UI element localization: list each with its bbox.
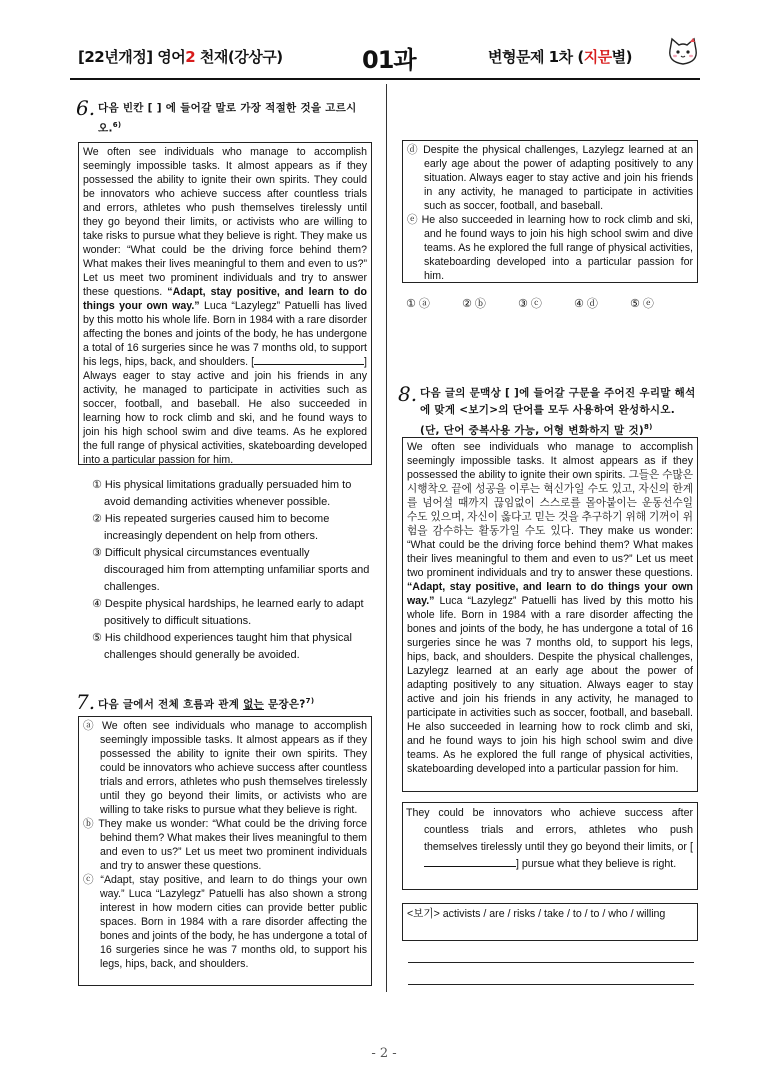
q6-passage: We often see individuals who manage to accomplish seemingly impossible tasks. It almost appears as if they possessed the ability to ignite their own spirits. They could be innovators who achieve success after countless trials and errors, athletes who push themselves tirelessly until they go beyond their limits, or activists who are willing to take risks to pursue what they believe is right. They make us wonder: “What could be the driving force behind them? What makes their lives meaningful to them and even to us?” Let us meet two prominent individuals and try to answer these questions. “Adapt, stay positive, and learn to do things your own way.” Luca “Lazylegz” Patuelli has lived by this motto his whole life. Born in 1984 with a rare disorder affecting the bones and joints of the body, he has undergone a total of 16 surgeries since he was 7 months old, to support his legs, hips, back, and shoulders. [ ] Always eager to stay active and join his friends in any activity, he managed to participate in activities such as soccer, football, and baseball. He also succeeded in learning how to rock climb and ski, and he found ways to join his high school swim and dive teams. As he explored the full range of physical activities, skateboarding developed into a particular passion for him. bbox=[78, 142, 372, 465]
q8-answer-line-2[interactable] bbox=[408, 984, 694, 985]
column-divider bbox=[386, 84, 387, 992]
q7-item-c: ⓒ “Adapt, stay positive, and learn to do things your own way.” Luca “Lazylegz” Patuelli has also shown a strong interest in how modern cities can provide better public spaces. Born in 1984 with a rare disorder affecting the bones and joints of the body, he has undergone a total of 16 surgeries since he was 7 months old, to support his legs, hips, back, and shoulders. bbox=[83, 874, 367, 970]
q7-choices bbox=[406, 296, 696, 313]
q7-number: 7. bbox=[76, 690, 96, 714]
q7-choice-3[interactable]: ③ ⓒ bbox=[518, 298, 542, 310]
cat-mascot-icon bbox=[666, 36, 700, 68]
q7-prompt: 다음 글에서 전체 흐름과 관계 없는 문장은?$^{7)}$ bbox=[98, 697, 315, 711]
q8-number: 8. bbox=[398, 382, 418, 406]
page-number: - 2 - bbox=[371, 1046, 397, 1061]
q6-option-4[interactable]: ④ Despite physical hardships, he learned early to adapt positively to difficult situations. bbox=[92, 598, 364, 627]
header-rule bbox=[70, 78, 700, 80]
q6-number: 6. bbox=[76, 96, 96, 120]
q7-item-a: ⓐ We often see individuals who manage to accomplish seemingly impossible tasks. It almost appears as if they possessed the ability to ignite their own spirits. They could be innovators who achieve success after countless trials and errors, athletes who push themselves tirelessly until they go beyond their limits, or activists who are willing to take risks to pursue what they believe is right. bbox=[83, 720, 367, 816]
q7-choice-4[interactable]: ④ ⓓ bbox=[574, 298, 598, 310]
q7-choice-1[interactable]: ① ⓐ bbox=[406, 298, 430, 310]
lesson-number: 01과 bbox=[362, 46, 416, 74]
q7-passage-part1 bbox=[78, 716, 372, 986]
q6-options bbox=[92, 477, 370, 664]
q8-korean-translation: 그들은 수많은 시행착오 끝에 성공을 이루는 혁신가일 수도 있고, 자신의 한계를 넘어설 때까지 끊임없이 스스로를 몰아붙이는 운동선수일 수도 있으며, 자신이 옳다고 믿는 것을 추구하기 위해 기꺼이 위험을 감수하는 활동가일 수도 있다. bbox=[407, 469, 693, 537]
q8-sentence-box: They could be innovators who achieve success after countless trials and errors, athletes who push themselves tirelessly until they go beyond their limits, or [] pursue what they believe is right. bbox=[402, 802, 698, 890]
q7-item-b: ⓑ They make us wonder: “What could be the driving force behind them? What makes their lives meaningful to them and even to us?” Let us meet two prominent individuals and try to answer these questions. bbox=[83, 818, 367, 872]
q7-choice-2[interactable]: ② ⓑ bbox=[462, 298, 486, 310]
q6-option-2[interactable]: ② His repeated surgeries caused him to become increasingly dependent on help from others. bbox=[92, 513, 330, 542]
course-title: [22년개정] 영어2 천재(강상구) bbox=[78, 48, 283, 66]
q7-choice-5[interactable]: ⑤ ⓔ bbox=[630, 298, 654, 310]
q8-blank[interactable] bbox=[424, 857, 516, 867]
q8-bogi-box bbox=[402, 903, 698, 941]
q6-blank bbox=[254, 355, 364, 365]
worksheet-type: 변형문제 1차 (지문별) bbox=[488, 48, 633, 66]
q6-prompt: 다음 빈칸 [ ] 에 들어갈 말로 가장 적절한 것을 고르시오.$^{6)}$ bbox=[98, 102, 357, 135]
q8-prompt: 다음 글의 문맥상 [ ]에 들어갈 구문을 주어진 우리말 해석에 맞게 <보기>의 단어를 모두 사용하여 완성하시오. (단, 단어 중복사용 가능, 어형 변화하지 말 것)$^{8)}$ bbox=[420, 387, 696, 437]
q7-passage-part2 bbox=[402, 140, 698, 283]
q7-item-d: ⓓ Despite the physical challenges, Lazylegz learned at an early age about the power of adapting positively to any situation. Always eager to stay active and join his friends in any activity, he managed to participate in activities such as soccer, football, and baseball. bbox=[407, 144, 693, 212]
q6-option-1[interactable]: ① His physical limitations gradually persuaded him to avoid demanding activities whenever possible. bbox=[92, 479, 352, 508]
q8-passage: We often see individuals who manage to accomplish seemingly impossible tasks. It almost appears as if they possessed the ability to ignite their own spirits. 그들은 수많은 시행착오 끝에 성공을 이루는 혁신가일 수도 있고, 자신의 한계를 넘어설 때까지 끊임없이 스스로를 몰아붙이는 운동선수일 수도 있으며, 자신이 옳다고 믿는 것을 추구하기 위해 기꺼이 위험을 감수하는 활동가일 수도 있다. They make us wonder: “What could be the driving force behind them? What makes their lives meaningful to them and even to us?” Let us meet two prominent individuals and try to answer these questions. “Adapt, stay positive, and learn to do things your own way.” Luca “Lazylegz” Patuelli has lived by this motto his whole life. Born in 1984 with a rare disorder affecting the bones and joints of the body, he has undergone a total of 16 surgeries since he was 7 months old, to support his legs, hips, back, and shoulders. Despite the physical challenges, Lazylegz learned at an early age about the power of adapting positively to any situation. Always eager to stay active and join his friends in any activity, he managed to participate in activities such as soccer, football, and baseball. He also succeeded in learning how to rock climb and ski, and he found ways to join his high school swim and dive teams. As he explored the full range of physical activities, skateboarding developed into a particular passion for him. bbox=[402, 437, 698, 792]
page-header bbox=[78, 40, 698, 74]
q8-answer-line-1[interactable] bbox=[408, 962, 694, 963]
q7-item-e: ⓔ He also succeeded in learning how to rock climb and ski, and he found ways to join his high school swim and dive teams. As he explored the full range of physical activities, skateboarding developed into a particular passion for him. bbox=[407, 214, 693, 282]
q8-word-bank: <보기> activists / are / risks / take / to / to / who / willing bbox=[407, 908, 666, 920]
q6-option-3[interactable]: ③ Difficult physical circumstances eventually discouraged him from attempting unfamiliar sports and challenges. bbox=[92, 547, 370, 593]
q6-option-5[interactable]: ⑤ His childhood experiences taught him that physical challenges should generally be avoided. bbox=[92, 632, 352, 661]
